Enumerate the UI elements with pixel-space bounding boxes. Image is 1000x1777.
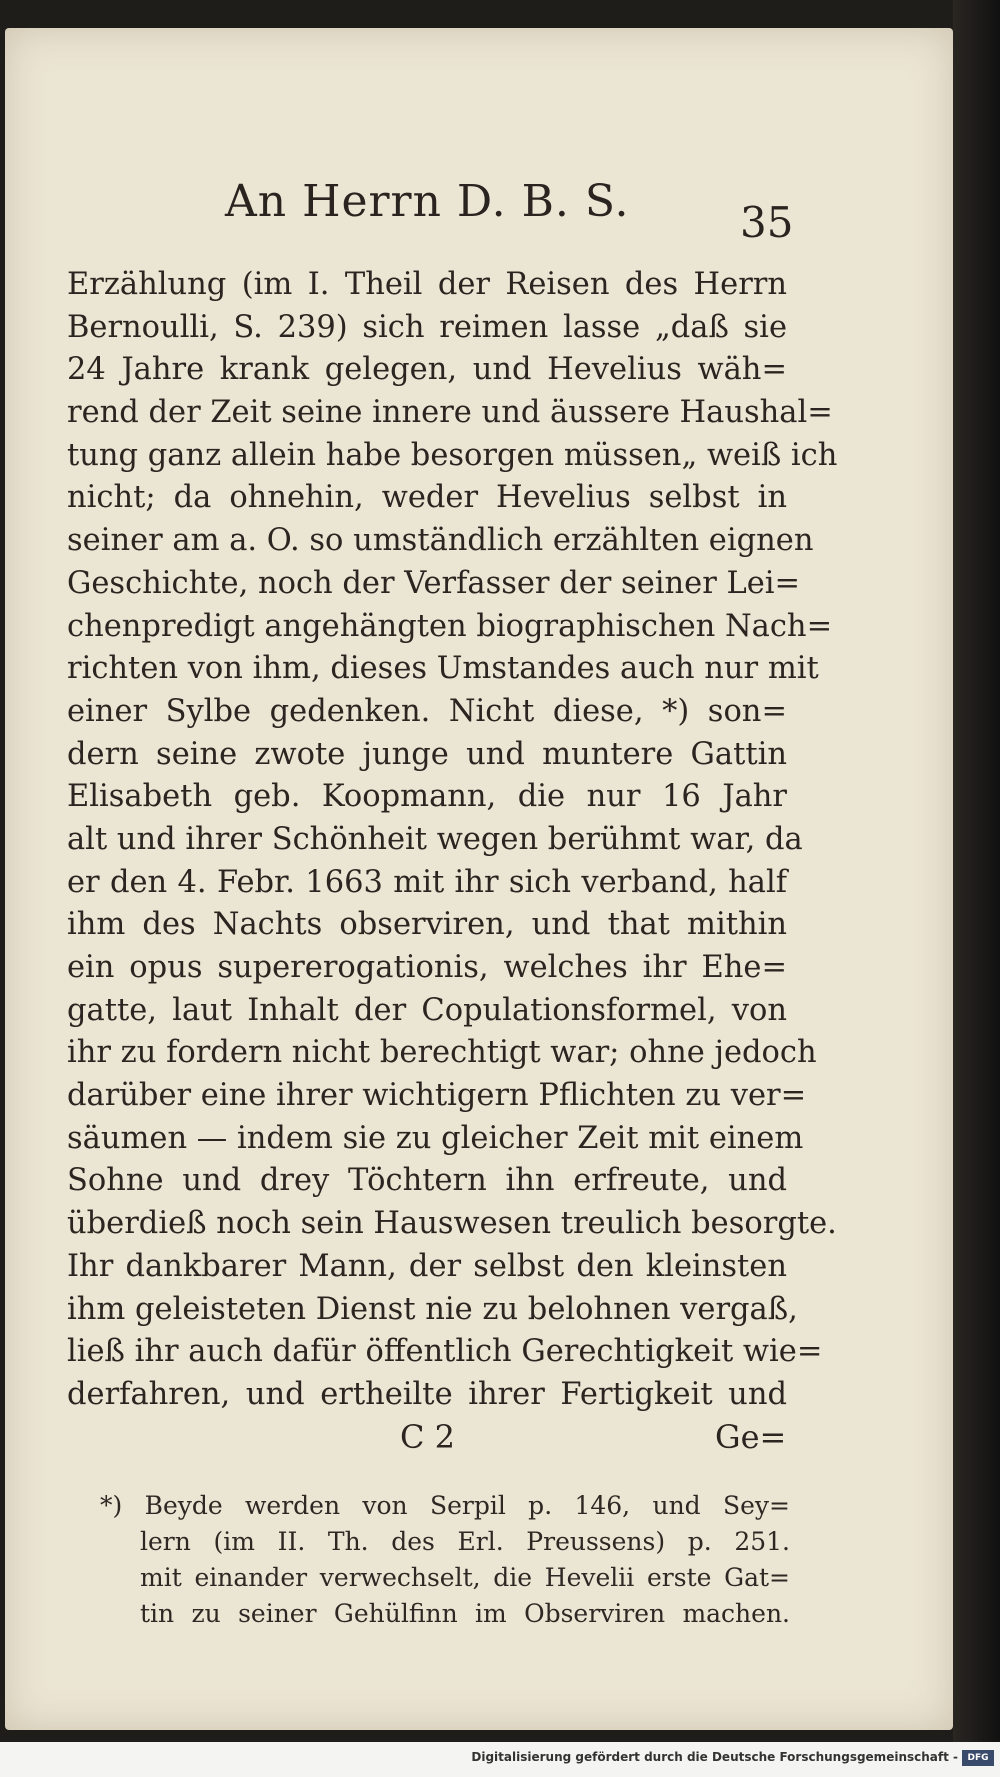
signature-mark: C 2 — [400, 1418, 456, 1456]
text-line: ihm des Nachts observiren, und that mithin — [67, 907, 787, 943]
text-line: Elisabeth geb. Koopmann, die nur 16 Jahr — [67, 779, 787, 815]
text-line: dern seine zwote junge und muntere Gattin — [67, 736, 787, 772]
text-line: Geschichte, noch der Verfasser der seiner Lei= — [67, 565, 801, 601]
text-line: richten von ihm, dieses Umstandes auch nur mit — [67, 651, 819, 687]
text-line: gatte, laut Inhalt der Copulationsformel, von — [67, 992, 787, 1028]
footnote-line: tin zu seiner Gehülfinn im Observiren machen. — [140, 1599, 790, 1628]
footnote-line: mit einander verwechselt, die Hevelii erste Gat= — [140, 1563, 790, 1592]
book-spine-shadow — [953, 0, 1000, 1777]
footnote-line: *) Beyde werden von Serpil p. 146, und Sey= — [100, 1491, 790, 1520]
text-line: Ihr dankbarer Mann, der selbst den kleinsten — [67, 1248, 787, 1284]
text-line: Sohne und drey Töchtern ihn erfreute, und — [67, 1163, 787, 1199]
funding-banner — [0, 1742, 1000, 1777]
text-line: nicht; da ohnehin, weder Hevelius selbst in — [67, 480, 787, 516]
running-head: An Herrn D. B. S. — [225, 176, 630, 227]
text-line: 24 Jahre krank gelegen, und Hevelius wäh= — [67, 352, 787, 388]
funding-notice: Digitalisierung gefördert durch die Deutsche Forschungsgemeinschaft - — [471, 1750, 958, 1764]
text-line: Erzählung (im I. Theil der Reisen des Herrn — [67, 267, 787, 302]
text-line: ihr zu fordern nicht berechtigt war; ohne jedoch — [67, 1035, 817, 1071]
dfg-logo-icon: DFG — [962, 1750, 994, 1766]
book-page — [5, 28, 953, 1730]
text-line: derfahren, und ertheilte ihrer Fertigkeit und — [67, 1376, 787, 1412]
text-line: er den 4. Febr. 1663 mit ihr sich verband, half — [67, 864, 787, 900]
text-line: tung ganz allein habe besorgen müssen„ weiß ich — [67, 437, 838, 473]
text-line: darüber eine ihrer wichtigern Pflichten zu ver= — [67, 1078, 807, 1114]
text-line: ein opus supererogationis, welches ihr Ehe= — [67, 950, 787, 985]
text-line: rend der Zeit seine innere und äussere Haushal= — [67, 395, 833, 431]
text-line: ihm geleisteten Dienst nie zu belohnen vergaß, — [67, 1291, 798, 1327]
text-line: ließ ihr auch dafür öffentlich Gerechtigkeit wie= — [67, 1334, 823, 1370]
text-line: alt und ihrer Schönheit wegen berühmt war, da — [67, 821, 803, 857]
body-text — [67, 264, 838, 1417]
text-line: säumen — indem sie zu gleicher Zeit mit einem — [67, 1120, 804, 1156]
footnote-line: lern (im II. Th. des Erl. Preussens) p. 251. — [140, 1527, 790, 1556]
text-line: Bernoulli, S. 239) sich reimen lasse „daß sie — [67, 309, 787, 345]
footnote — [100, 1488, 790, 1632]
text-line: überdieß noch sein Hauswesen treulich besorgte. — [67, 1206, 837, 1242]
page-number: 35 — [740, 198, 794, 247]
catchword: Ge= — [715, 1418, 787, 1456]
text-line: seiner am a. O. so umständlich erzählten eignen — [67, 523, 814, 559]
text-line: einer Sylbe gedenken. Nicht diese, *) son= — [67, 693, 787, 729]
text-line: chenpredigt angehängten biographischen Nach= — [67, 608, 833, 644]
